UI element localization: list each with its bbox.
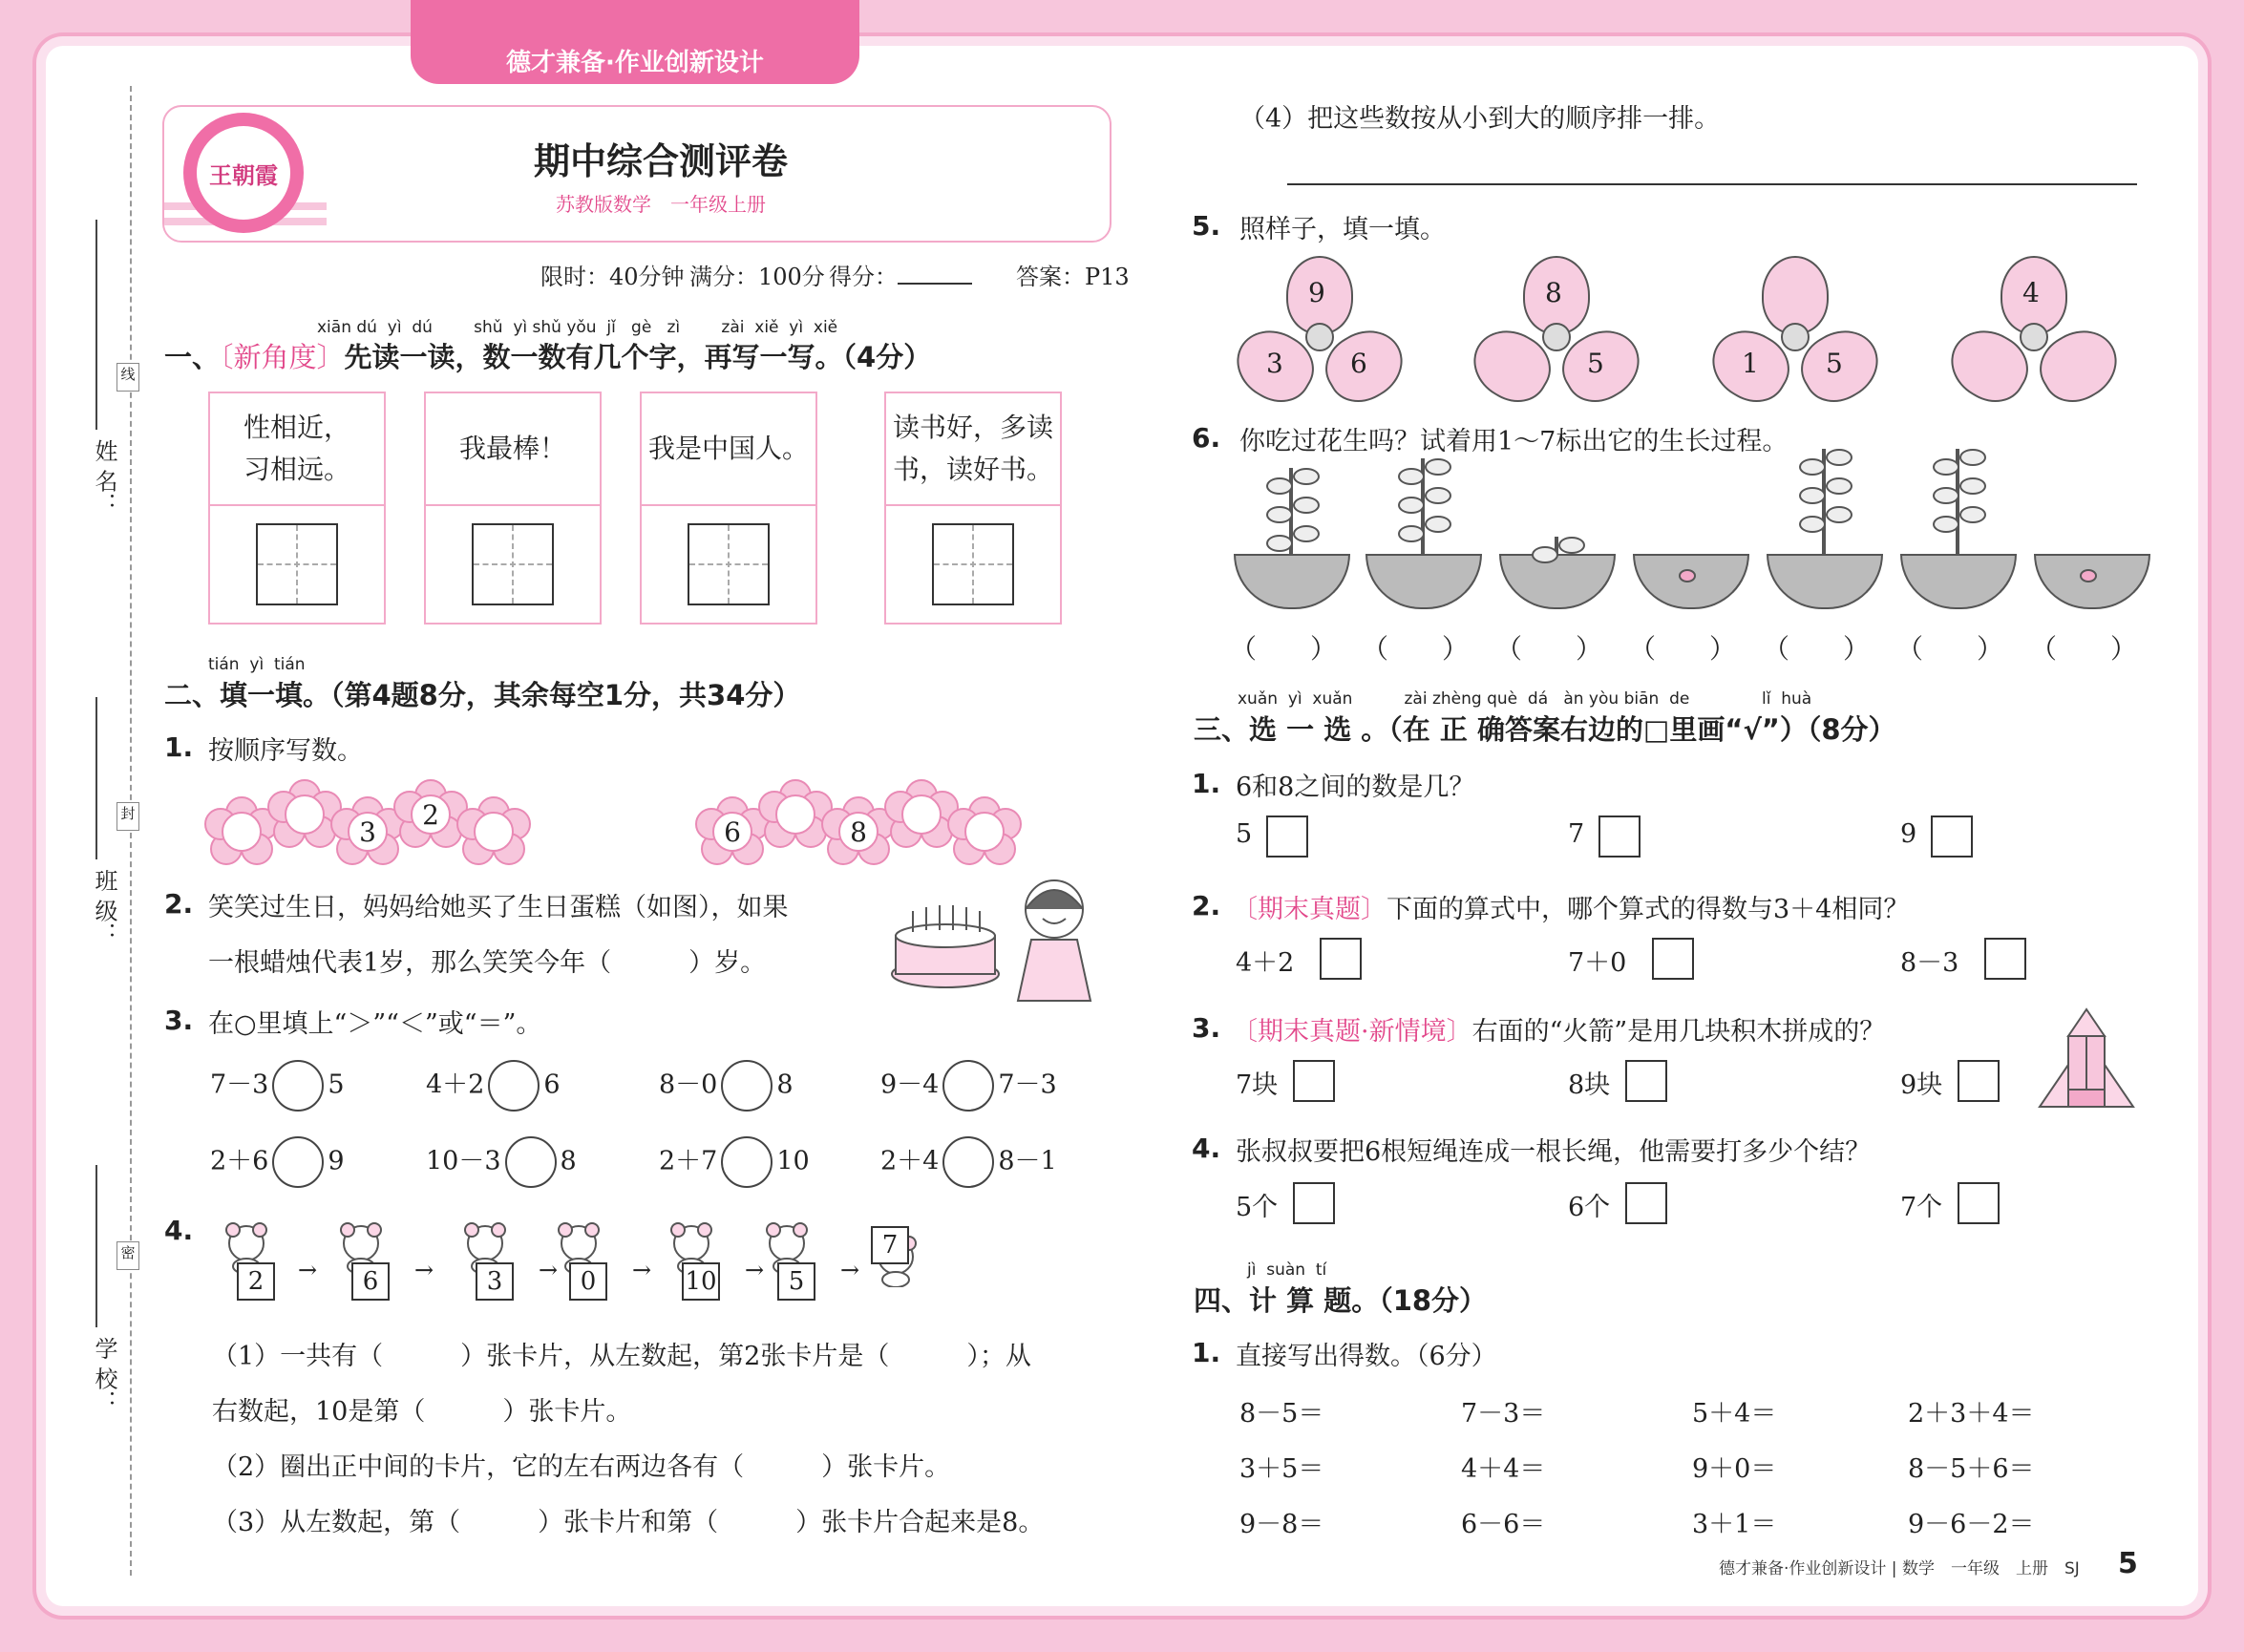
page-subtitle: 苏教版数学 一年级上册: [556, 193, 766, 216]
score-label: 得分：: [829, 264, 898, 290]
order-blank[interactable]: （ ）: [2030, 633, 2138, 665]
choice-label: 5: [1236, 819, 1253, 849]
title-box: [162, 105, 1111, 243]
fan-picture: [1713, 260, 1875, 403]
number-card: 10: [682, 1262, 720, 1301]
plant-leaf: [1398, 525, 1425, 542]
compare-right: 10: [776, 1146, 810, 1176]
cake-icon: [888, 898, 1003, 993]
choice-checkbox[interactable]: [1625, 1182, 1667, 1224]
compare-right: 8－1: [998, 1146, 1057, 1176]
arrow-icon: →: [414, 1257, 434, 1283]
s1-tag: 〔新角度〕: [220, 341, 345, 373]
page-title: 期中综合测评卷: [533, 140, 788, 182]
number-flower: [275, 785, 330, 840]
arrow-icon: →: [840, 1257, 860, 1283]
plant-leaf: [1266, 535, 1293, 552]
fan-number: 9: [1308, 277, 1325, 308]
page-number: 5: [2118, 1547, 2138, 1580]
calc-item[interactable]: 3＋5＝: [1239, 1454, 1324, 1484]
arrow-icon: →: [298, 1257, 318, 1283]
calc-item[interactable]: 8－5＋6＝: [1908, 1454, 2035, 1484]
plant-leaf: [1933, 487, 1959, 504]
calc-item[interactable]: 5＋4＝: [1692, 1399, 1777, 1429]
fan-number: 5: [1826, 348, 1843, 379]
plant-leaf: [1826, 477, 1852, 495]
choice-checkbox[interactable]: [1320, 938, 1362, 980]
choice-checkbox[interactable]: [1984, 938, 2026, 980]
flower-blank[interactable]: [964, 812, 1005, 852]
q1-number: 1.: [164, 731, 194, 763]
read-card: [640, 392, 817, 625]
arrow-icon: →: [632, 1257, 652, 1283]
plant-leaf: [1532, 546, 1558, 563]
calc-item[interactable]: 9－8＝: [1239, 1510, 1324, 1539]
flower-blank[interactable]: [901, 794, 942, 835]
order-blank[interactable]: （ ）: [1763, 633, 1871, 665]
calc-item[interactable]: 4＋4＝: [1461, 1454, 1546, 1484]
compare-left: 7－3: [210, 1070, 269, 1100]
answer-ref: 答案：P13: [1016, 264, 1130, 290]
compare-left: 4＋2: [426, 1070, 485, 1100]
s3-pinyin: xuǎn yì xuǎn zài zhèng què dá àn yòu biān de lǐ huà: [1238, 689, 1812, 709]
fan-center: [1542, 323, 1571, 351]
class-line: [95, 697, 97, 859]
score-blank[interactable]: [898, 283, 972, 285]
compare-right: 8: [560, 1146, 577, 1176]
q4-part4: （4）把这些数按从小到大的顺序排一排。: [1239, 104, 1721, 134]
number-card: 5: [777, 1262, 815, 1301]
flower-number: 8: [838, 812, 879, 852]
peanut-seed: [2080, 569, 2097, 582]
flower-number: 2: [411, 794, 451, 835]
time-limit: 限时：40分钟: [540, 264, 685, 290]
number-card: 2: [237, 1262, 275, 1301]
choice-label: 7: [1568, 819, 1585, 849]
plant-leaf: [1266, 506, 1293, 523]
s1-pinyin: xiān dú yì dú shǔ yì shǔ yǒu jǐ gè zì zài xiě yì xiě: [317, 318, 838, 337]
school-label: 学 校：: [91, 1337, 117, 1413]
number-flower: [703, 802, 758, 858]
number-flower: [892, 785, 947, 840]
number-card: 0: [569, 1262, 607, 1301]
compare-right: 5: [328, 1070, 345, 1100]
calc-item[interactable]: 9－6－2＝: [1908, 1510, 2035, 1539]
plant-leaf: [1826, 506, 1852, 523]
class-label: 班 级：: [91, 869, 117, 945]
q3-text: 在○里填上“＞”“＜”或“＝”。: [208, 1009, 542, 1039]
name-line: [95, 220, 97, 430]
compare-circle[interactable]: [505, 1136, 557, 1188]
calc-item[interactable]: 7－3＝: [1461, 1399, 1546, 1429]
compare-right: 7－3: [998, 1070, 1057, 1100]
choice-checkbox[interactable]: [1266, 815, 1308, 858]
s3-heading: 三、选 一 选 。（在 正 确答案右边的□里画“√”）（8分）: [1194, 713, 1896, 746]
number-flower: [212, 802, 267, 858]
choice-label: 7＋0: [1568, 948, 1627, 978]
number-card: 7: [871, 1226, 909, 1264]
s2-pinyin: tián yì tián: [208, 655, 306, 674]
s3q2-body: 下面的算式中，哪个算式的得数与3＋4相同？: [1387, 895, 1910, 924]
read-card: [884, 392, 1062, 625]
s3q3-number: 3.: [1192, 1012, 1221, 1044]
fan-picture: [1952, 260, 2114, 403]
q2-number: 2.: [164, 888, 194, 920]
choice-label: 4＋2: [1236, 948, 1295, 978]
plant-leaf: [1959, 506, 1986, 523]
compare-item: [880, 1136, 1057, 1188]
order-blank[interactable]: （ ）: [1230, 633, 1338, 665]
s3q3-text: [1232, 1010, 1885, 1048]
q5-text: 照样子，填一填。: [1239, 215, 1446, 244]
compare-left: 10－3: [426, 1146, 501, 1176]
compare-circle[interactable]: [942, 1136, 994, 1188]
fan-number: 4: [2022, 277, 2040, 308]
choice-label: 5个: [1236, 1193, 1279, 1222]
compare-item: [659, 1136, 810, 1188]
card-text: 性相近， 习相远。: [210, 393, 384, 506]
number-flower: [766, 785, 821, 840]
q4-line1: （1）一共有（ ）张卡片，从左数起，第2张卡片是（ ）；从: [212, 1342, 1031, 1371]
flower-blank[interactable]: [285, 794, 325, 835]
number-flower: [829, 802, 884, 858]
compare-item: [659, 1060, 794, 1112]
q2-line1: 笑笑过生日，妈妈给她买了生日蛋糕（如图），如果: [208, 893, 789, 922]
choice-checkbox[interactable]: [1958, 1182, 2000, 1224]
choice-label: 7个: [1900, 1193, 1943, 1222]
choice-label: 9块: [1900, 1070, 1943, 1100]
q5-number: 5.: [1192, 210, 1221, 242]
plant-leaf: [1933, 516, 1959, 533]
order-blank[interactable]: （ ）: [1629, 633, 1737, 665]
compare-right: 6: [543, 1070, 561, 1100]
s1-number: 一、: [164, 341, 221, 373]
card-text: 我是中国人。: [642, 393, 815, 506]
plant-leaf: [1799, 458, 1826, 476]
compare-left: 2＋7: [659, 1146, 718, 1176]
plant-leaf: [1293, 497, 1320, 514]
compare-circle[interactable]: [721, 1060, 773, 1112]
s2-heading: 二、填一填。（第4题8分，其余每空1分，共34分）: [164, 679, 801, 711]
compare-left: 2＋6: [210, 1146, 269, 1176]
choice-checkbox[interactable]: [1958, 1060, 2000, 1102]
s3q3-tag: 〔期末真题·新情境〕: [1232, 1017, 1472, 1047]
q4-number: 4.: [164, 1215, 194, 1246]
girl-icon: [1008, 871, 1100, 1005]
plant-leaf: [1933, 458, 1959, 476]
plant-leaf: [1799, 487, 1826, 504]
plant-leaf: [1398, 497, 1425, 514]
fan-center: [1305, 323, 1334, 351]
number-card: 3: [476, 1262, 514, 1301]
name-label: 姓 名：: [91, 439, 117, 516]
s3q2-text: [1232, 888, 1909, 925]
card-text: 读书好，多读 书，读好书。: [886, 393, 1060, 506]
arrow-icon: →: [745, 1257, 765, 1283]
compare-right: 8: [776, 1070, 794, 1100]
order-blank[interactable]: （ ）: [1362, 633, 1470, 665]
choice-checkbox[interactable]: [1625, 1060, 1667, 1102]
order-blank[interactable]: （ ）: [1896, 633, 2004, 665]
calc-item[interactable]: 9＋0＝: [1692, 1454, 1777, 1484]
plant-leaf: [1425, 516, 1451, 533]
plant-leaf: [1425, 487, 1451, 504]
fan-picture: [1238, 260, 1400, 403]
s3q2-tag: 〔期末真题〕: [1232, 895, 1387, 924]
header-banner: 德才兼备·作业创新设计: [411, 0, 859, 84]
fan-number: 3: [1266, 348, 1283, 379]
school-line: [95, 1165, 97, 1327]
number-flower: [338, 802, 393, 858]
plant-leaf: [1558, 537, 1585, 554]
choice-label: 8块: [1568, 1070, 1611, 1100]
read-card: [424, 392, 602, 625]
plant-leaf: [1425, 458, 1451, 476]
read-card: [208, 392, 386, 625]
cut-mark: 封: [116, 802, 139, 831]
compare-circle[interactable]: [272, 1136, 324, 1188]
choice-label: 6个: [1568, 1193, 1611, 1222]
card-text: 我最棒！: [426, 393, 600, 506]
s4q1-text: 直接写出得数。（6分）: [1236, 1342, 1497, 1371]
compare-circle[interactable]: [272, 1060, 324, 1112]
compare-left: 9－4: [880, 1070, 940, 1100]
flower-number: 6: [712, 812, 752, 852]
flower-number: 3: [348, 812, 388, 852]
s3q1-number: 1.: [1192, 768, 1221, 799]
s4q1-number: 1.: [1192, 1337, 1221, 1368]
choice-checkbox[interactable]: [1931, 815, 1973, 858]
number-flower: [464, 802, 519, 858]
compare-circle[interactable]: [942, 1060, 994, 1112]
fan-picture: [1474, 260, 1637, 403]
q6-number: 6.: [1192, 422, 1221, 454]
number-flower: [955, 802, 1010, 858]
s3q2-number: 2.: [1192, 890, 1221, 921]
writing-grid[interactable]: [932, 523, 1014, 605]
order-answer-line[interactable]: [1287, 183, 2137, 185]
flower-blank[interactable]: [775, 794, 815, 835]
compare-item: [426, 1136, 577, 1188]
plant-leaf: [1959, 477, 1986, 495]
plant-leaf: [1293, 468, 1320, 485]
compare-item: [880, 1060, 1057, 1112]
full-score: 满分：100分: [689, 264, 825, 290]
choice-label: 9: [1900, 819, 1917, 849]
plant-leaf: [1398, 468, 1425, 485]
fan-center: [2020, 323, 2048, 351]
writing-grid[interactable]: [688, 523, 770, 605]
s3q1-text: 6和8之间的数是几？: [1236, 773, 1475, 802]
s3q4-text: 张叔叔要把6根短绳连成一根长绳，他需要打多少个结？: [1236, 1137, 1872, 1167]
calc-item[interactable]: 3＋1＝: [1692, 1510, 1777, 1539]
q4-line2: 右数起，10是第（ ）张卡片。: [212, 1397, 632, 1427]
cut-mark: 线: [116, 363, 139, 392]
plant-leaf: [1293, 525, 1320, 542]
arrow-icon: →: [539, 1257, 559, 1283]
footer-text: 德才兼备·作业创新设计 | 数学 一年级 上册 SJ: [1719, 1559, 2080, 1578]
compare-circle[interactable]: [721, 1136, 773, 1188]
number-flower: [401, 785, 456, 840]
compare-item: [426, 1060, 561, 1112]
choice-checkbox[interactable]: [1598, 815, 1641, 858]
q4-line4: （3）从左数起，第（ ）张卡片和第（ ）张卡片合起来是8。: [212, 1508, 1045, 1537]
compare-left: 8－0: [659, 1070, 718, 1100]
choice-checkbox[interactable]: [1652, 938, 1694, 980]
plant-leaf: [1959, 449, 1986, 466]
choice-label: 8－3: [1900, 948, 1959, 978]
calc-item[interactable]: 6－6＝: [1461, 1510, 1546, 1539]
flower-blank[interactable]: [474, 812, 514, 852]
fan-number: 5: [1587, 348, 1604, 379]
q6-text: 你吃过花生吗？试着用1～7标出它的生长过程。: [1239, 427, 1789, 456]
s4-heading: 四、计 算 题。（18分）: [1194, 1284, 1488, 1317]
compare-item: [210, 1060, 345, 1112]
plant-leaf: [1826, 449, 1852, 466]
compare-circle[interactable]: [488, 1060, 540, 1112]
flower-blank[interactable]: [222, 812, 262, 852]
q1-text: 按顺序写数。: [208, 736, 363, 766]
q4-line3: （2）圈出正中间的卡片，它的左右两边各有（ ）张卡片。: [212, 1452, 951, 1482]
cut-line: [130, 86, 132, 1576]
calc-item[interactable]: 2＋3＋4＝: [1908, 1399, 2035, 1429]
cut-mark: 密: [116, 1241, 139, 1270]
fan-number: 8: [1545, 277, 1562, 308]
s4-pinyin: jì suàn tí: [1247, 1260, 1327, 1280]
writing-grid[interactable]: [256, 523, 338, 605]
order-blank[interactable]: （ ）: [1495, 633, 1603, 665]
writing-grid[interactable]: [472, 523, 554, 605]
fan-number: 6: [1350, 348, 1367, 379]
compare-right: 9: [328, 1146, 345, 1176]
s1-heading: [164, 336, 931, 375]
choice-label: 7块: [1236, 1070, 1279, 1100]
choice-checkbox[interactable]: [1293, 1182, 1335, 1224]
logo-text: 王朝霞: [197, 126, 290, 220]
s1-text: 先读一读，数一数有几个字，再写一写。（4分）: [344, 341, 932, 373]
q2-line2: 一根蜡烛代表1岁，那么笑笑今年（ ）岁。: [208, 948, 767, 978]
compare-left: 2＋4: [880, 1146, 940, 1176]
rocket-blocks-icon: [2034, 1007, 2139, 1112]
fan-center: [1781, 323, 1810, 351]
compare-item: [210, 1136, 345, 1188]
plant-leaf: [1799, 516, 1826, 533]
number-card: 6: [351, 1262, 390, 1301]
choice-checkbox[interactable]: [1293, 1060, 1335, 1102]
calc-item[interactable]: 8－5＝: [1239, 1399, 1324, 1429]
s3q3-body: 右面的“火箭”是用几块积木拼成的？: [1471, 1017, 1886, 1047]
plant-leaf: [1266, 477, 1293, 495]
logo: [183, 113, 304, 233]
fan-number: 1: [1742, 348, 1759, 379]
peanut-seed: [1679, 569, 1696, 582]
s3q4-number: 4.: [1192, 1133, 1221, 1164]
q3-number: 3.: [164, 1005, 194, 1036]
